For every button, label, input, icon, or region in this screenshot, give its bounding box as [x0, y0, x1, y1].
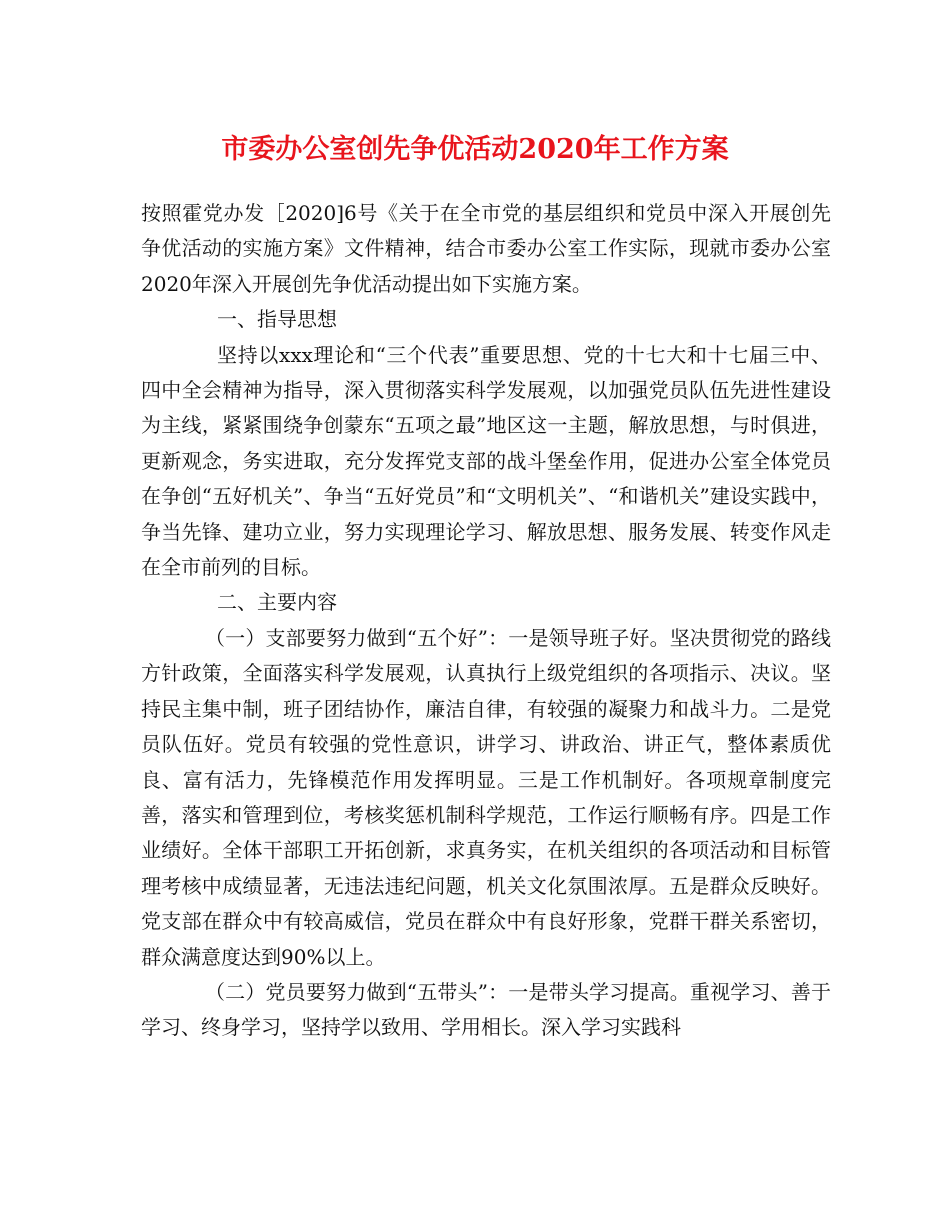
- section-heading-main-content: 二、主要内容: [217, 590, 337, 615]
- branch-five-goods-paragraph: （一）支部要努力做到“五个好”：一是领导班子好。坚决贯彻党的路线方针政策，全面落实科学发展观，认真执行上级党组织的各项指示、决议。坚持民主集中制，班子团结协作，廉洁自律，有较强的凝聚力和战斗力。二是党员队伍好。党员有较强的党性意识，讲学习、讲政治、讲正气，整体素质优良、富有活力，先锋模范作用发挥明显。三是工作机制好。各项规章制度完善，落实和管理到位，考核奖惩机制科学规范，工作运行顺畅有序。四是工作业绩好。全体干部职工开拓创新，求真务实，在机关组织的各项活动和目标管理考核中成绩显著，无违法违纪问题，机关文化氛围浓厚。五是群众反映好。党支部在群众中有较高威信，党员在群众中有良好形象，党群干群关系密切，群众满意度达到90%以上。: [141, 625, 831, 969]
- intro-paragraph: 按照霍党办发［2020]6号《关于在全市党的基层组织和党员中深入开展创先争优活动的实施方案》文件精神，结合市委办公室工作实际，现就市委办公室2020年深入开展创先争优活动提出如下实施方案。: [141, 201, 831, 296]
- document-title: 市委办公室创先争优活动2020年工作方案: [221, 134, 729, 165]
- section-heading-guiding-ideology: 一、指导思想: [217, 307, 337, 332]
- document-body: [141, 196, 831, 1046]
- member-five-leads-paragraph: （二）党员要努力做到“五带头”：一是带头学习提高。重视学习、善于学习、终身学习，坚持学以致用、学用相长。深入学习实践科: [141, 979, 831, 1040]
- guiding-ideology-paragraph: 坚持以xxx理论和“三个代表”重要思想、党的十七大和十七届三中、四中全会精神为指导，深入贯彻落实科学发展观，以加强党员队伍先进性建设为主线，紧紧围绕争创蒙东“五项之最”地区这一主题，解放思想，与时俱进，更新观念，务实进取，充分发挥党支部的战斗堡垒作用，促进办公室全体党员在争创“五好机关”、争当“五好党员”和“文明机关”、“和谐机关”建设实践中，争当先锋、建功立业，努力实现理论学习、解放思想、服务发展、转变作风走在全市前列的目标。: [141, 342, 831, 580]
